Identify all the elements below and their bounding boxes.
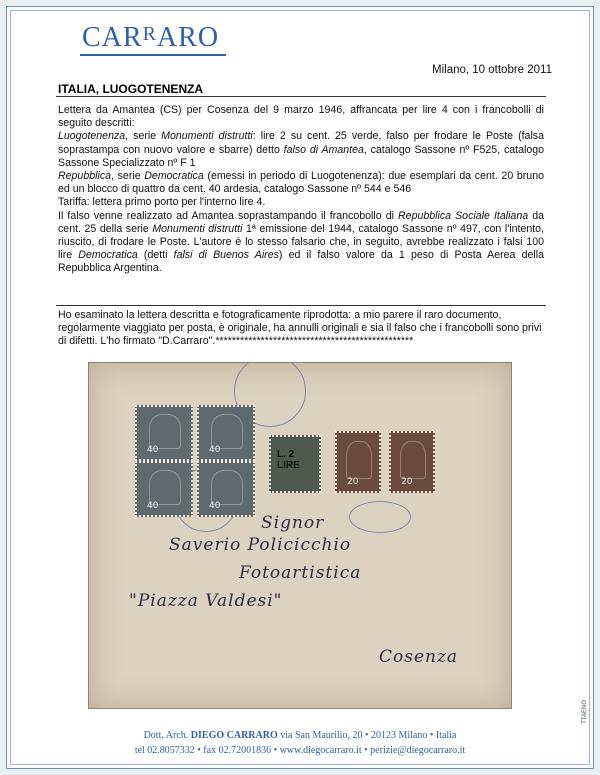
stamp-40-bottom-right: 40 bbox=[197, 461, 255, 517]
postmark-amantea bbox=[349, 501, 411, 533]
desc-paragraph-5: Il falso venne realizzato ad Amantea soprastampando il francobollo di Repubblica Sociale Italiana da cent. 25 della serie Monumenti distrutti 1ª emissione del 1944, catalogo Sassone nº 497, con l'intento, riuscito, di frodare le Poste. L'autore è lo stesso falsario che, in seguito, avrebbe realizzato i falsi 100 lire Democratica (detti falsi di Buenos Aires) ed il falso valore da 1 peso di Posta Aerea della Repubblica Argentina. bbox=[58, 209, 545, 275]
document-title: ITALIA, LUOGOTENENZA bbox=[58, 82, 204, 96]
stamp-figure bbox=[149, 470, 181, 504]
certificate-divider bbox=[56, 305, 546, 306]
stamp-figure bbox=[346, 441, 372, 479]
stamp-description bbox=[58, 104, 544, 276]
side-mark: TTAENO bbox=[582, 700, 588, 724]
stamp-figure bbox=[149, 414, 181, 448]
desc-paragraph-2: Luogotenenza, serie Monumenti distrutti: lire 2 su cent. 25 verde, falso per frodare le Poste (falsa soprastampa con nuovo valore e sbarre) detto falso di Amantea, catalogo Sassone nº F525, catalogo Sassone Specializzato nº F 1 bbox=[58, 130, 544, 169]
desc-paragraph-4: Tariffa: lettera primo porto per l'interno lire 4. bbox=[58, 196, 266, 209]
stamp-20-left: 20 bbox=[335, 431, 381, 493]
footer-line-2: tel 02.8057332 • fax 02.72001836 • www.diegocarraro.it • perizie@diegocarraro.it bbox=[134, 745, 466, 756]
footer-line-1: Dott. Arch. DIEGO CARRARO via San Maurilio, 20 • 20123 Milano • Italia bbox=[143, 730, 457, 741]
address-line-3: Fotoartistica bbox=[239, 563, 362, 583]
logo-underline bbox=[80, 54, 226, 56]
stamp-figure bbox=[211, 470, 243, 504]
stamp-amantea-forgery: L. 2 LIRE bbox=[269, 435, 321, 493]
desc-paragraph-1: Lettera da Amantea (CS) per Cosenza del 9 marzo 1946, affrancata per lire 4 con i francobolli di seguito descritti: bbox=[58, 104, 544, 130]
address-line-5: Cosenza bbox=[379, 647, 459, 667]
address-line-2: Saverio Policicchio bbox=[169, 535, 352, 555]
address-line-1: Signor bbox=[261, 513, 325, 533]
stamp-40-top-right: 40 bbox=[197, 405, 255, 461]
certificate-statement: Ho esaminato la lettera descritta e fotograficamente riprodotta: a mio parere il raro documento, regolarmente viaggiato per posta, è originale, ha annulli originali e sia il falso che i francobolli sono privi di difetti. L'ho firmato "D.Carraro".************************************************ bbox=[58, 309, 542, 348]
carraro-logo: $CAR^RARO$ bbox=[82, 22, 220, 53]
stamp-40-bottom-left: 40 bbox=[135, 461, 193, 517]
stamp-40-top-left: 40 bbox=[135, 405, 193, 461]
stamp-figure bbox=[211, 414, 243, 448]
title-divider bbox=[56, 96, 546, 97]
certificate-date: Milano, 10 ottobre 2011 bbox=[432, 64, 552, 76]
envelope-photo bbox=[88, 362, 512, 709]
desc-paragraph-3: Repubblica, serie Democratica (emessi in periodo di Luogotenenza): due esemplari da cent. 20 bruno ed un blocco di quattro da cent. 40 ardesia, catalogo Sassone nº 544 e 546 bbox=[58, 170, 544, 196]
stamp-20-right: 20 bbox=[389, 431, 435, 493]
address-line-4: "Piazza Valdesi" bbox=[129, 591, 283, 611]
stamp-figure bbox=[400, 441, 426, 479]
